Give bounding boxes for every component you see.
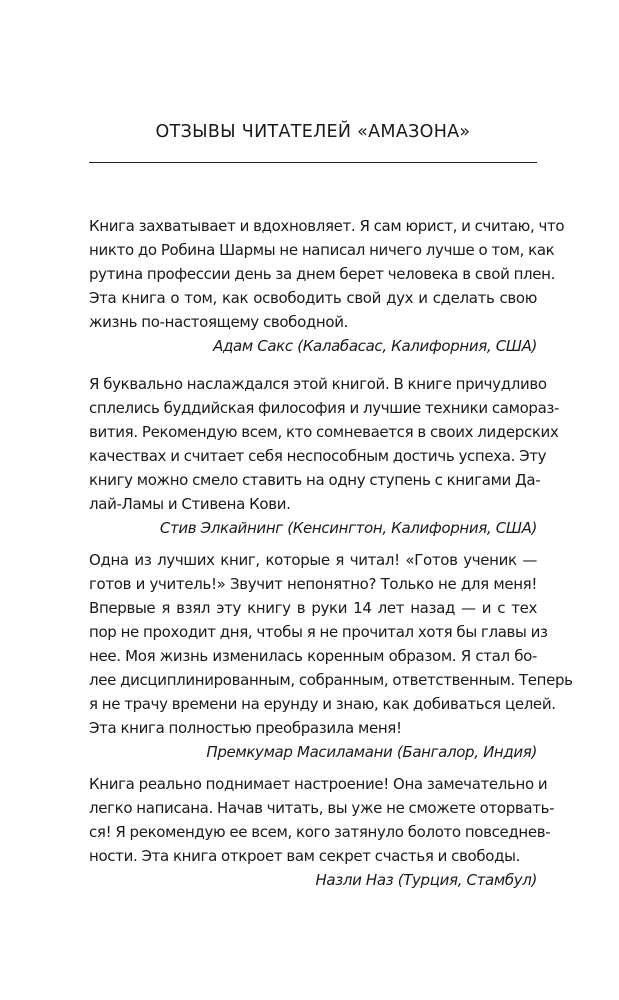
review-3 [89,548,573,764]
review-line: вития. Рекомендую всем, кто сомневается в своих лидерских [89,423,559,441]
review-text [89,548,573,740]
review-text [89,772,555,868]
review-line: пор не проходит дня, чтобы я не прочитал хотя бы главы из [89,623,548,641]
review-line: книгу можно смело ставить на одну ступень с книгами Да- [89,471,541,489]
review-line: качествах и считает себя неспособным достичь успеха. Эту [89,447,547,465]
review-line: легко написана. Начав читать, вы уже не сможете оторвать- [89,799,555,817]
review-line: рутина профессии день за днем берет человека в свой плен. [89,265,556,283]
review-text [89,214,565,334]
review-line: никто до Робина Шармы не написал ничего лучше о том, как [89,241,555,259]
review-line: готов и учитель!» Звучит непонятно? Только не для меня! [89,575,537,593]
book-page [89,0,573,1000]
review-author: Назли Наз (Турция, Стамбул) [315,871,537,889]
review-line: сплелись буддийская философия и лучшие техники самораз- [89,399,560,417]
review-2 [89,372,560,540]
review-author: Стив Элкайнинг (Кенсингтон, Калифорния, США) [159,519,537,537]
title-divider [89,162,537,163]
review-line: ности. Эта книга откроет вам секрет счастья и свободы. [89,847,521,865]
review-line: Эта книга о том, как освободить свой дух и сделать свою [89,289,537,307]
review-line: жизнь по-настоящему свободной. [89,313,349,331]
review-line: Впервые я взял эту книгу в руки 14 лет назад — и с тех [89,599,537,617]
review-line: Эта книга полностью преобразила меня! [89,719,402,737]
review-1 [89,214,565,358]
review-text [89,372,560,516]
review-line: лай-Ламы и Стивена Кови. [89,495,291,513]
review-author: Адам Сакс (Калабасас, Калифорния, США) [213,337,537,355]
review-line: я не трачу времени на ерунду и знаю, как добиваться целей. [89,695,556,713]
review-line: ся! Я рекомендую ее всем, кого затянуло болото повседнев- [89,823,551,841]
review-line: Я буквально наслаждался этой книгой. В книге причудливо [89,375,547,393]
review-line: Книга реально поднимает настроение! Она замечательно и [89,775,548,793]
review-author: Премкумар Масиламани (Бангалор, Индия) [206,743,537,761]
review-line: нее. Моя жизнь изменилась коренным образом. Я стал бо- [89,647,537,665]
review-line: лее дисциплинированным, собранным, ответственным. Теперь [89,671,573,689]
review-line: Книга захватывает и вдохновляет. Я сам юрист, и считаю, что [89,217,565,235]
review-4 [89,772,555,892]
page-title: ОТЗЫВЫ ЧИТАТЕЛЕЙ «АМАЗОНА» [155,122,471,142]
review-line: Одна из лучших книг, которые я читал! «Готов ученик — [89,551,537,569]
